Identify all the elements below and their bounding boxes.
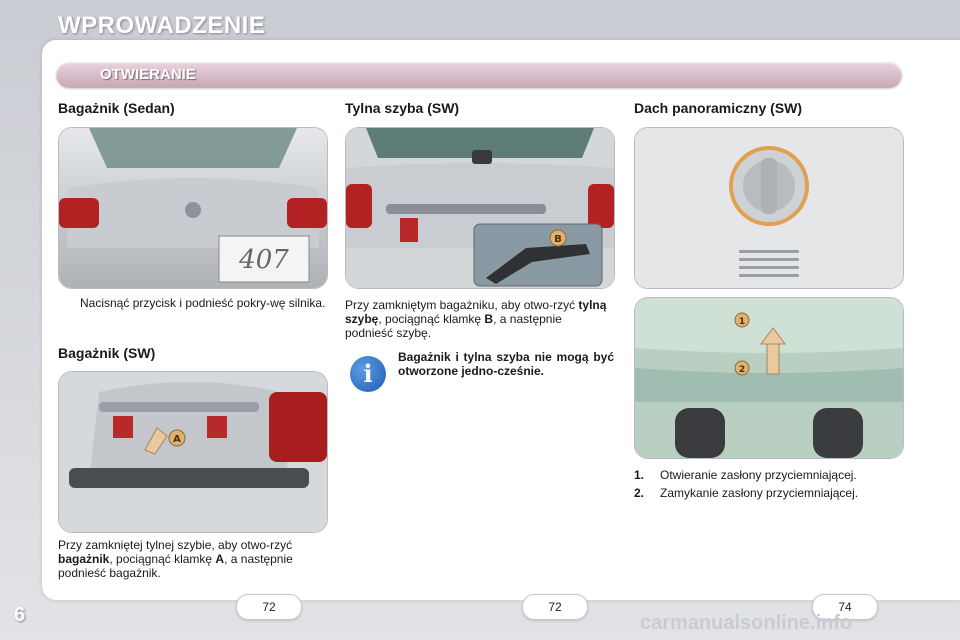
page-title: WPROWADZENIE <box>58 12 266 39</box>
roof-item-1-text: Otwieranie zasłony przyciemniającej. <box>660 468 857 482</box>
info-icon: i <box>350 356 386 392</box>
sw-text-part1: Przy zamkniętej tylnej szybie, aby otwo-rzyć <box>58 538 293 552</box>
ref-link-1[interactable] <box>236 594 302 620</box>
rw-text-part1: Przy zamkniętym bagażniku, aby otwo-rzyć <box>345 298 579 312</box>
rw-text-letter: B <box>484 312 494 326</box>
label-2: 2 <box>738 365 746 375</box>
model-badge: 407 <box>239 245 289 275</box>
label-1: 1 <box>738 317 746 327</box>
sw-trunk-text <box>58 538 326 580</box>
roof-item-1 <box>634 468 902 482</box>
sw-text-part2: , pociągnąć klamkę <box>109 552 216 566</box>
ref-link-2[interactable] <box>522 594 588 620</box>
rw-text-part2: , pociągnąć klamkę <box>378 312 485 326</box>
roof-item-2-text: Zamykanie zasłony przyciemniającej. <box>660 486 859 500</box>
rw-text-part3: , a następnie podnieść szybę. <box>345 312 562 340</box>
section-bar <box>56 62 902 88</box>
roof-item-1-num: 1. <box>634 468 645 482</box>
roof-item-2 <box>634 486 902 500</box>
sw-text-part3: , a następnie podnieść bagażnik. <box>58 552 293 580</box>
rw-text-bold: tylną szybę <box>345 298 607 326</box>
ref-link-2-label: 72 <box>548 600 562 614</box>
section-title: OTWIERANIE <box>100 66 196 83</box>
roof-item-2-num: 2. <box>634 486 645 500</box>
sedan-text: Nacisnąć przycisk i podnieść pokry-wę silnika. <box>80 296 326 310</box>
rear-window-text <box>345 298 613 340</box>
sw-trunk-image <box>58 371 328 533</box>
ref-link-3-label: 74 <box>838 600 852 614</box>
label-a: A <box>173 434 181 445</box>
sw-text-bold: bagażnik <box>58 552 110 566</box>
info-note: Bagażnik i tylna szyba nie mogą być otworzone jedno-cześnie. <box>398 350 614 378</box>
panoramic-roof-image <box>634 297 904 459</box>
rear-window-image <box>345 127 615 289</box>
page-number: 6 <box>14 604 26 626</box>
heading-sedan: Bagażnik (Sedan) <box>58 100 175 116</box>
sedan-trunk-image <box>58 127 328 289</box>
sw-text-letter: A <box>215 552 225 566</box>
watermark: carmanualsonline.info <box>640 612 853 634</box>
ref-link-1-label: 72 <box>262 600 276 614</box>
heading-rear-window: Tylna szyba (SW) <box>345 100 460 116</box>
heading-sw-trunk: Bagażnik (SW) <box>58 345 156 361</box>
heading-panoramic-roof: Dach panoramiczny (SW) <box>634 100 803 116</box>
label-b: B <box>554 234 562 245</box>
roof-control-image <box>634 127 904 289</box>
